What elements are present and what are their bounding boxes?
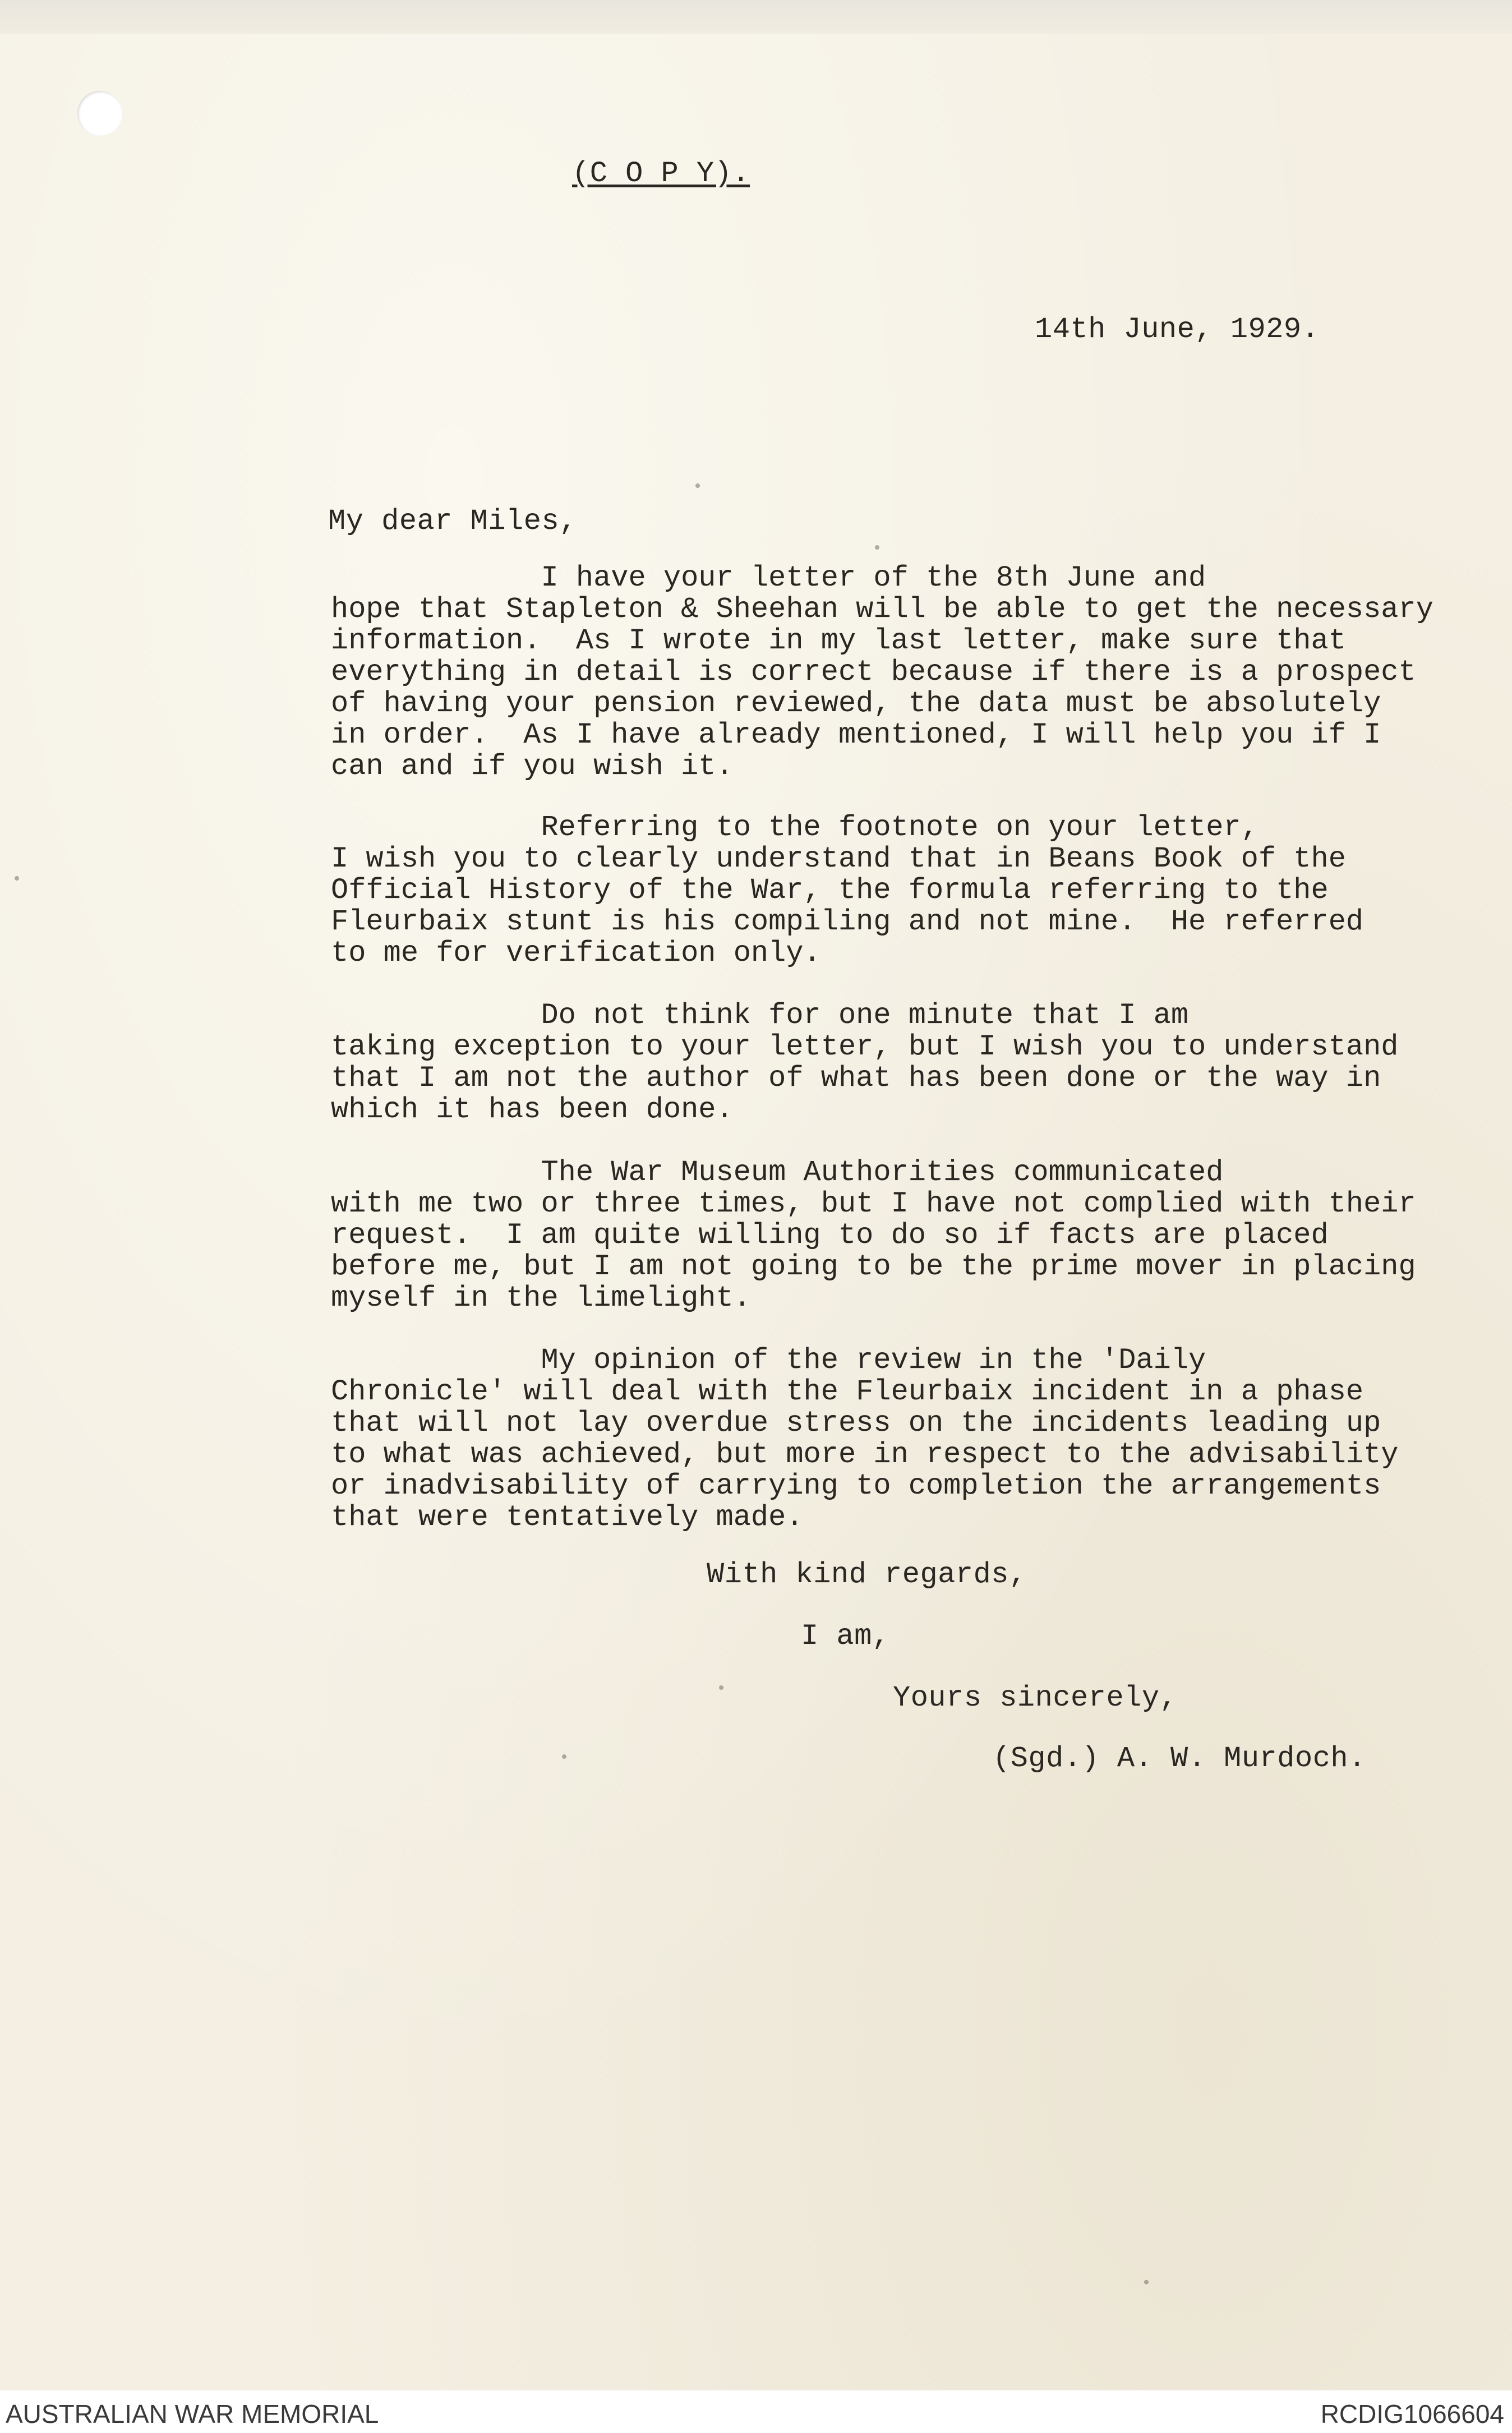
signature-line: (Sgd.) A. W. Murdoch. bbox=[993, 1742, 1366, 1775]
valediction: Yours sincerely, bbox=[893, 1681, 1178, 1715]
page-top-edge bbox=[0, 0, 1512, 34]
paper-speck bbox=[719, 1685, 723, 1690]
letter-date: 14th June, 1929. bbox=[1035, 313, 1320, 346]
copy-mark: (C O P Y). bbox=[572, 157, 750, 190]
paper-speck bbox=[1144, 2280, 1149, 2284]
closing-i-am: I am, bbox=[801, 1620, 890, 1653]
footer-institution: AUSTRALIAN WAR MEMORIAL bbox=[6, 2399, 379, 2429]
body-paragraph: Referring to the footnote on your letter, I wish you to clearly understand that in Beans Book of the Official History of the War, the formula referring to the Fleurbaix stunt is his compiling and not mine. He referred to me for verification only. bbox=[331, 811, 1364, 970]
footer-record-id: RCDIG1066604 bbox=[1320, 2399, 1504, 2429]
body-paragraph: My opinion of the review in the 'Daily Chronicle' will deal with the Fleurbaix incident in a phase that will not lay overdue stress on the incidents leading up to what was achieved, but more in respect to the advisability or inadvisability of carrying to completion the arrangements that were tentatively made. bbox=[331, 1344, 1399, 1534]
paper-speck bbox=[562, 1754, 566, 1759]
paper-speck bbox=[15, 876, 19, 881]
body-paragraph: I have your letter of the 8th June and hope that Stapleton & Sheehan will be able to get the necessary information. As I wrote in my last letter, make sure that everything in detail is correct because if there is a prospect of having your pension reviewed, the data must be absolutely in order. As I have already mentioned, I will help you if I can and if you wish it. bbox=[331, 561, 1433, 783]
body-paragraph: The War Museum Authorities communicated with me two or three times, but I have not complied with their request. I am quite willing to do so if facts are placed before me, but I am not going to be the prime mover in placing myself in the limelight. bbox=[331, 1156, 1416, 1315]
punch-hole bbox=[77, 91, 122, 136]
closing-line: With kind regards, bbox=[707, 1558, 1027, 1591]
body-paragraph: Do not think for one minute that I am taking exception to your letter, but I wish you to understand that I am not the author of what has been done or the way in which it has been done. bbox=[331, 999, 1399, 1126]
paper-speck bbox=[875, 545, 879, 550]
archive-footer bbox=[0, 2390, 1512, 2433]
paper-speck bbox=[695, 483, 700, 488]
salutation: My dear Miles, bbox=[328, 505, 577, 538]
